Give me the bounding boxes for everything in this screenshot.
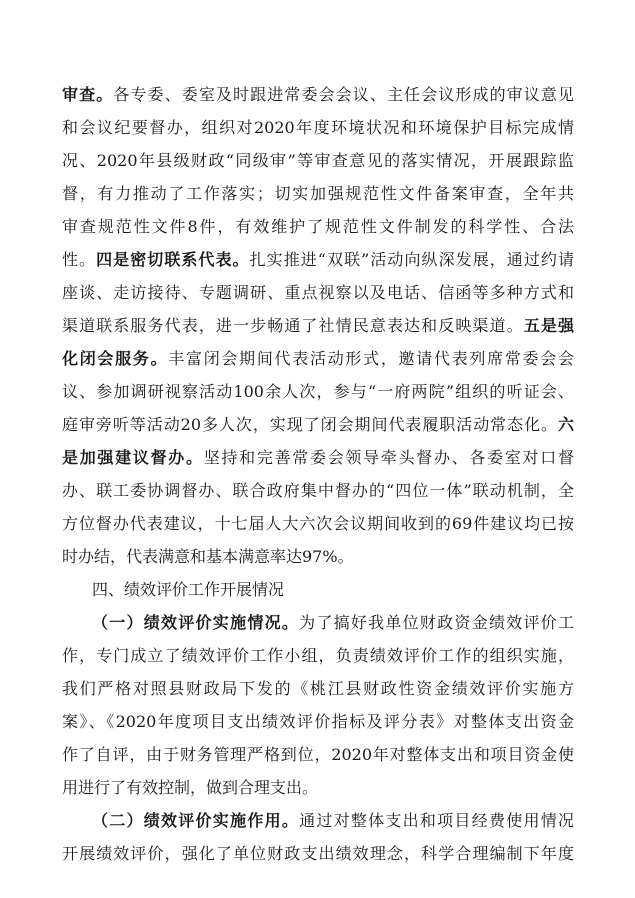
text-run: 通过对整体支出和项目经费使用情况 [299,811,574,830]
paragraph-line [62,316,574,336]
paragraph-line [62,415,574,435]
paragraph-line: 审查规范性文件8件，有效维护了规范性文件制发的科学性、合法 [62,217,574,236]
bold-phrase: 五是强 [523,316,574,335]
bold-phrase: 审查。 [62,85,114,104]
paragraph-line [62,349,574,369]
paragraph-line: 作了自评，由于财务管理严格到位，2020年对整体支出和项目资金使 [62,745,574,764]
paragraph-line: 座谈、走访接待、专题调研、重点视察以及电话、信函等多种方式和 [62,283,574,302]
bold-phrase: 化闭会服务。 [62,349,169,368]
paragraph-line: 方位督办代表建议，十七届人大六次会议期间收到的69件建议均已按 [62,514,574,533]
bold-phrase: （二）绩效评价实施作用。 [92,811,300,830]
bold-phrase: 六 [557,415,574,434]
paragraph-line: 开展绩效评价，强化了单位财政支出绩效理念，科学合理编制下年度 [62,844,574,863]
paragraph-line: 议、参加调研视察活动100余人次，参与“一府两院”组织的听证会、 [62,382,574,401]
bold-phrase: （一）绩效评价实施情况。 [92,613,300,632]
section-heading: 四、绩效评价工作开展情况 [92,580,285,599]
paragraph-line [62,448,574,468]
paragraph-line: 办、联工委协调督办、联合政府集中督办的“四位一体”联动机制，全 [62,481,574,500]
text-run: 渠道联系服务代表，进一步畅通了社情民意表达和反映渠道。 [62,316,524,335]
text-run: 丰富闭会期间代表活动形式，邀请代表列席常委会会 [168,349,574,368]
bold-phrase: 是加强建议督办。 [62,448,204,467]
paragraph-line [92,811,574,831]
text-run: 扎实推进“双联”活动向纵深发展，通过约请 [249,250,574,269]
text-run: 性。 [62,250,97,269]
paragraph-line: 案》、《2020年度项目支出绩效评价指标及评分表》对整体支出资金 [62,712,574,731]
paragraph-line [92,613,574,633]
paragraph-line: 作，专门成立了绩效评价工作小组，负责绩效评价工作的组织实施， [62,646,574,665]
paragraph-line: 督，有力推动了工作落实；切实加强规范性文件备案审查，全年共 [62,184,574,203]
paragraph-line: 况、2020年县级财政“同级审”等审查意见的落实情况，开展跟踪监 [62,151,574,170]
paragraph-line: 用进行了有效控制，做到合理支出。 [62,778,319,797]
paragraph-line [62,85,574,105]
paragraph-line: 我们严格对照县财政局下发的《桃江县财政性资金绩效评价实施方 [62,679,574,698]
text-run: 各专委、委室及时跟进常委会会议、主任会议形成的审议意见 [113,85,574,104]
paragraph-line: 时办结，代表满意和基本满意率达97%。 [62,547,354,566]
text-run: 庭审旁听等活动20多人次，实现了闭会期间代表履职活动常态化。 [62,415,558,434]
text-run: 坚持和完善常委会领导牵头督办、各委室对口督 [203,448,574,467]
paragraph-line: 和会议纪要督办，组织对2020年度环境状况和环境保护目标完成情 [62,118,574,137]
paragraph-line [62,250,574,270]
bold-phrase: 四是密切联系代表。 [96,250,250,269]
text-run: 为了搞好我单位财政资金绩效评价工 [299,613,574,632]
